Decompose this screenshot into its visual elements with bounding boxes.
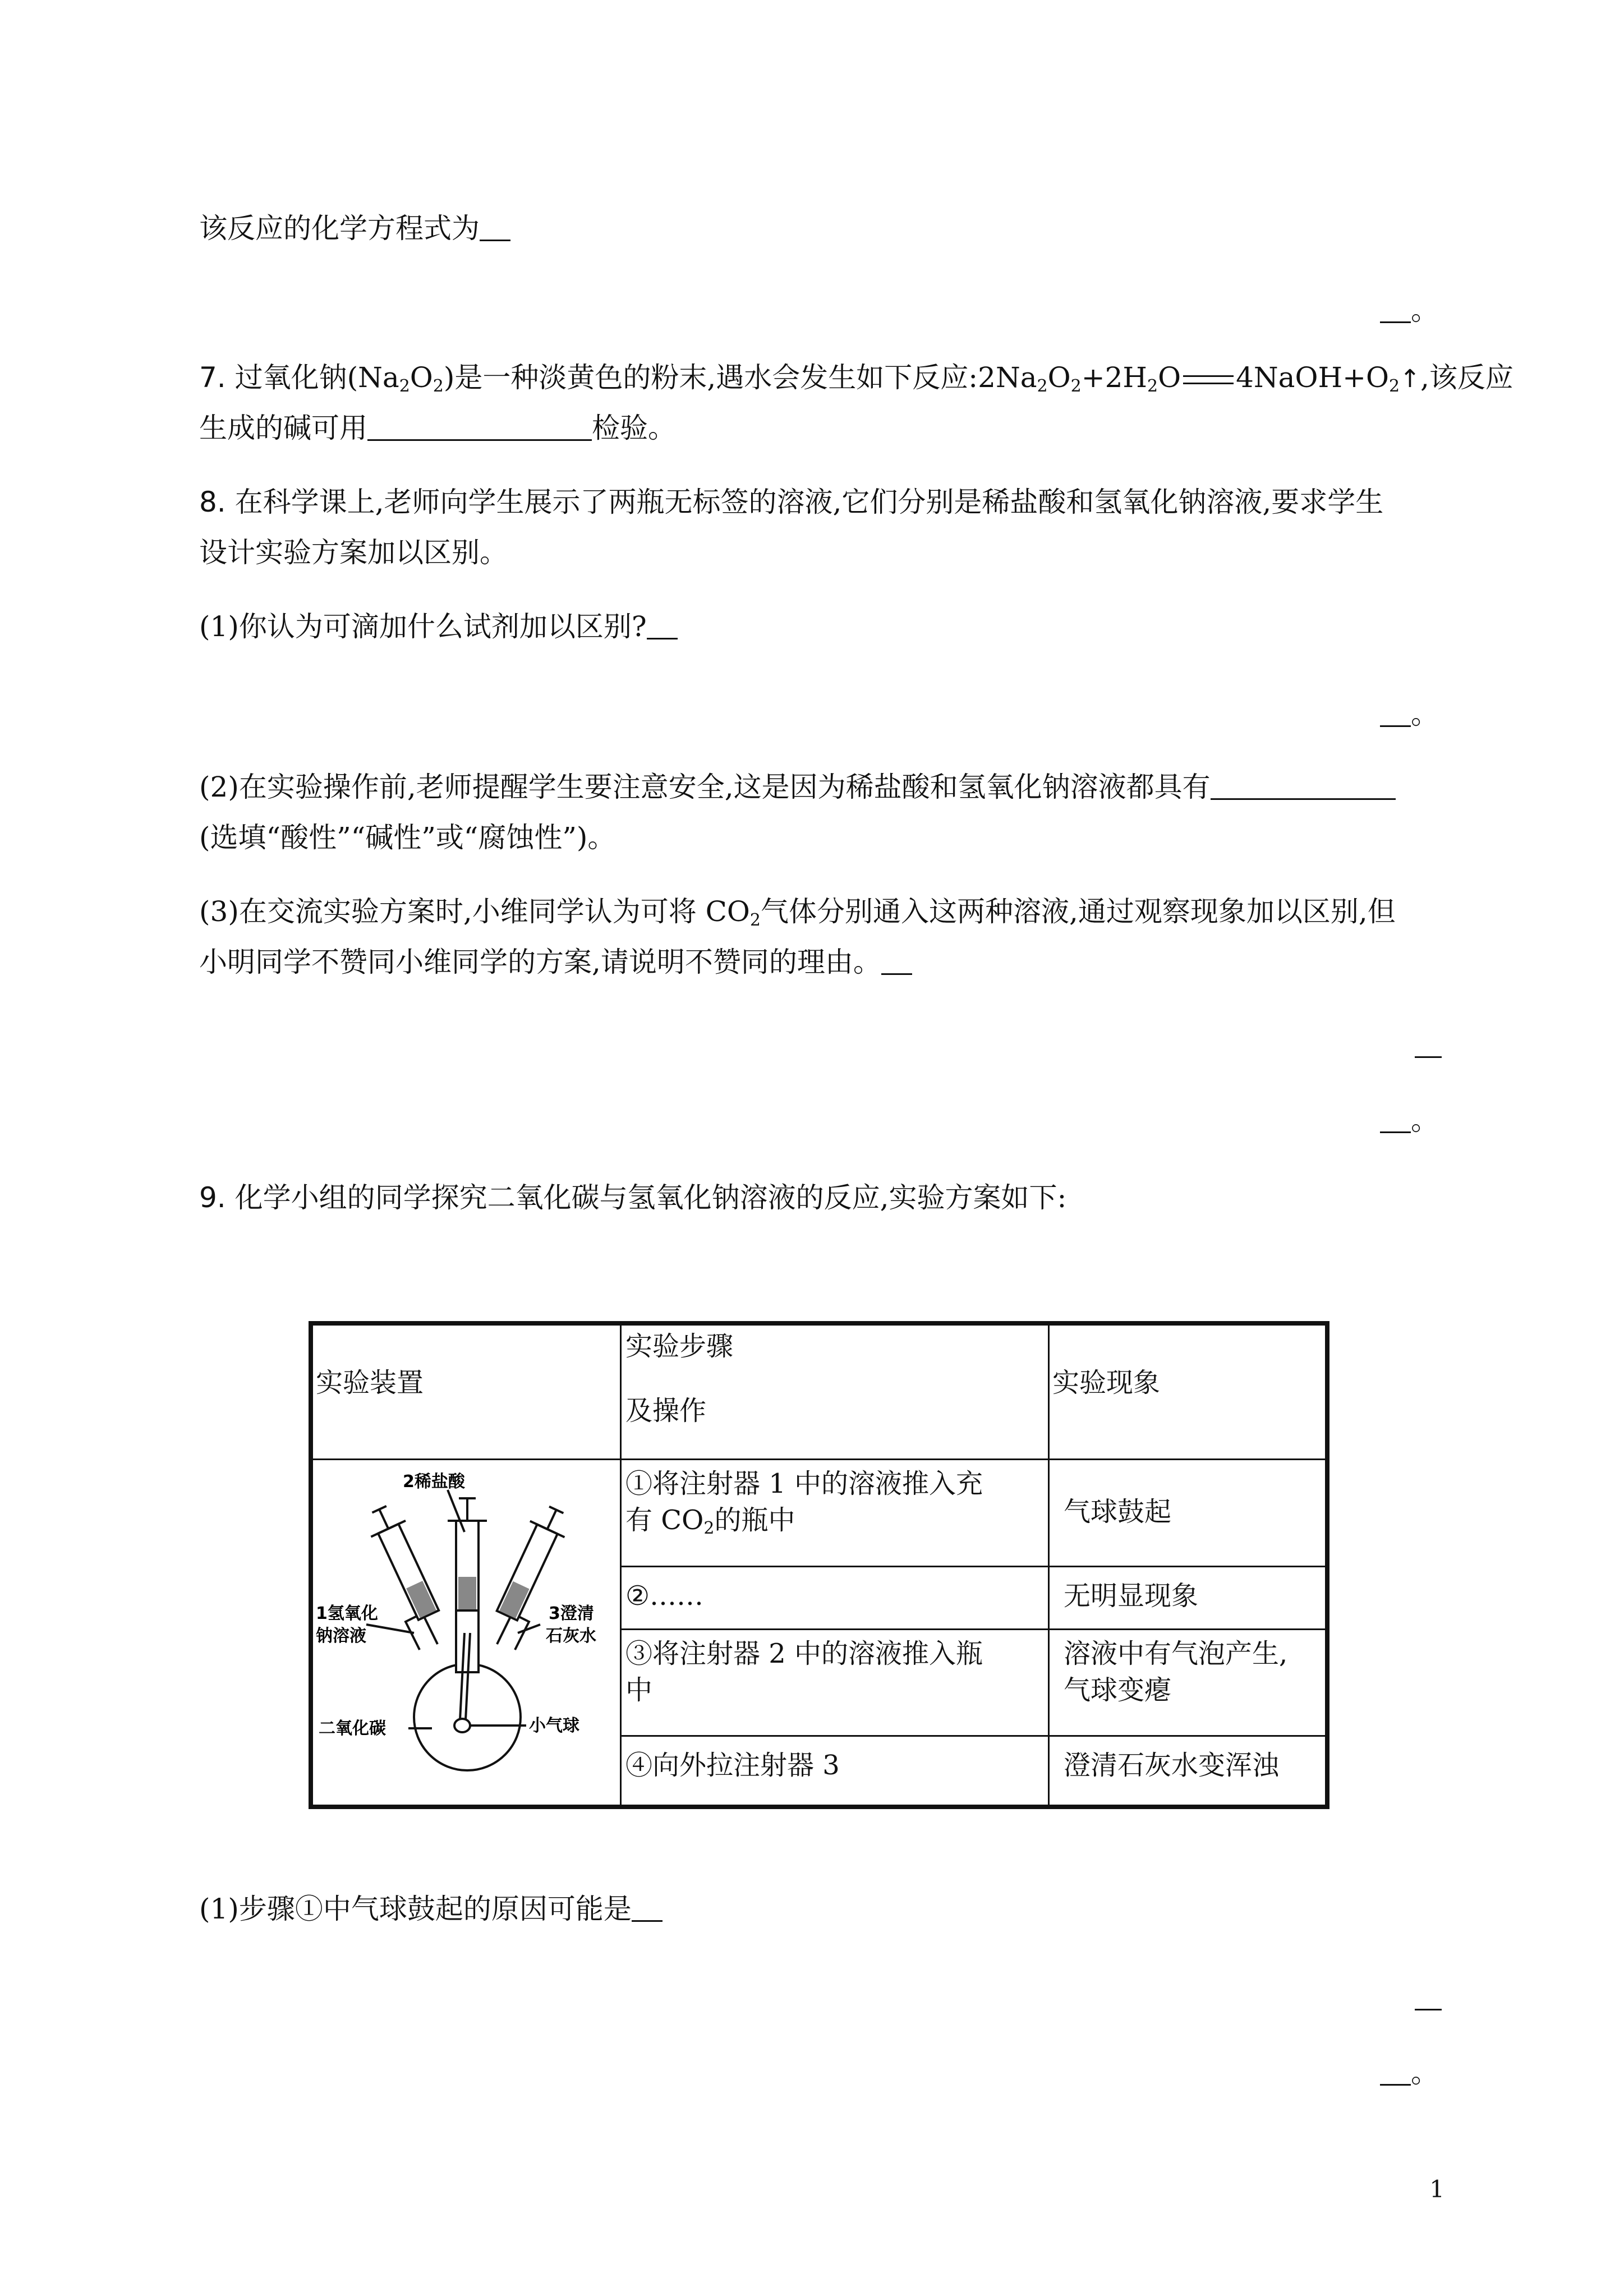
question-8-part-3-line-1: (3)在交流实验方案时,小维同学认为可将 $CO_2$气体分别通入这两种溶液,通过观察现象加以区别,但 <box>199 895 1396 930</box>
reaction-equals-sign <box>1183 375 1234 384</box>
header-observation: 实验现象 <box>1052 1367 1161 1398</box>
answer-blank[interactable] <box>1211 774 1396 800</box>
answer-line-continuation <box>1415 1984 1442 2012</box>
question-8-line-2: 设计实验方案加以区别。 <box>199 536 508 569</box>
label-hcl: 2稀盐酸 <box>403 1472 465 1492</box>
table-divider <box>620 1326 622 1805</box>
table-row-4-observation: 澄清石灰水变浑浊 <box>1064 1750 1280 1781</box>
question-8-part-3-line-2: 小明同学不赞同小维同学的方案,请说明不赞同的理由。 <box>199 948 912 976</box>
question-number: 7. <box>199 361 226 394</box>
page-number: 1 <box>1429 2175 1444 2203</box>
question-7-line-2: 生成的碱可用 检验。 <box>199 412 676 444</box>
answer-blank[interactable] <box>1415 1032 1442 1058</box>
answer-blank[interactable] <box>632 1895 663 1922</box>
answer-line-end: 。 <box>1380 296 1439 324</box>
table-row-2-step: ②…… <box>625 1580 704 1612</box>
question-8-part-2-line-1: (2)在实验操作前,老师提醒学生要注意安全,这是因为稀盐酸和氢氧化钠溶液都具有 <box>199 773 1396 801</box>
question-number: 8. <box>199 486 226 518</box>
label-co2: 二氧化碳 <box>319 1719 386 1738</box>
label-lime-1: 3澄清 <box>549 1604 594 1623</box>
label-lime-2: 石灰水 <box>546 1626 596 1646</box>
table-row-3-observation: 溶液中有气泡产生, 气球变瘪 <box>1064 1638 1288 1706</box>
question-9-part-1: (1)步骤①中气球鼓起的原因可能是 <box>199 1895 663 1923</box>
question-number: 9. <box>199 1181 226 1214</box>
equation-prompt: 该反应的化学方程式为 <box>199 214 510 242</box>
experiment-table <box>309 1321 1329 1809</box>
table-divider <box>620 1628 1325 1630</box>
table-divider <box>313 1458 1325 1460</box>
answer-blank[interactable] <box>647 613 678 639</box>
header-steps-2: 及操作 <box>625 1395 707 1427</box>
answer-blank[interactable] <box>480 215 510 241</box>
question-7-line-1: 7. 过氧化钠$(Na_2O_2)$是一种淡黄色的粉末,遇水会发生如下反应$:2Na_2O_2+2H_2O$ $4NaOH+O_2↑$,该反应 <box>199 361 1513 396</box>
table-row-1-observation: 气球鼓起 <box>1064 1496 1172 1527</box>
answer-blank[interactable] <box>1415 1984 1442 2010</box>
answer-line-end: 。 <box>1380 2059 1439 2087</box>
answer-blank[interactable] <box>881 949 912 975</box>
answer-blank[interactable] <box>1380 2059 1411 2086</box>
question-8-line-1: 8. 在科学课上,老师向学生展示了两瓶无标签的溶液,它们分别是稀盐酸和氢氧化钠溶液,要求学生 <box>199 486 1384 518</box>
answer-blank[interactable] <box>1380 297 1411 323</box>
label-balloon: 小气球 <box>529 1716 579 1736</box>
table-row-3-step: ③将注射器 2 中的溶液推入瓶 中 <box>625 1638 983 1706</box>
answer-line-continuation <box>1415 1031 1442 1059</box>
header-steps-1: 实验步骤 <box>625 1331 734 1362</box>
label-naoh-2: 钠溶液 <box>316 1626 366 1646</box>
table-row-4-step: ④向外拉注射器 3 <box>625 1750 840 1781</box>
question-8-part-1: (1)你认为可滴加什么试剂加以区别? <box>199 613 678 641</box>
question-9-intro: 9. 化学小组的同学探究二氧化碳与氢氧化钠溶液的反应,实验方案如下: <box>199 1181 1067 1214</box>
answer-line-end: 。 <box>1380 1106 1439 1134</box>
label-naoh-1: 1氢氧化 <box>316 1604 378 1623</box>
table-divider <box>620 1735 1325 1737</box>
apparatus-diagram <box>313 1465 616 1801</box>
header-apparatus: 实验装置 <box>316 1367 424 1398</box>
answer-blank[interactable] <box>1380 701 1411 727</box>
table-divider <box>1048 1326 1050 1805</box>
answer-blank[interactable] <box>367 415 592 441</box>
answer-line-end: 。 <box>1380 700 1439 728</box>
gas-arrow-icon: ↑ <box>1400 365 1420 393</box>
table-row-2-observation: 无明显现象 <box>1064 1580 1199 1612</box>
table-row-1-step: ①将注射器 1 中的溶液推入充 有 $CO_2$的瓶中 <box>625 1468 983 1538</box>
answer-blank[interactable] <box>1380 1107 1411 1133</box>
table-divider <box>620 1566 1325 1567</box>
question-8-part-2-line-2: (选填“酸性”“碱性”或“腐蚀性”)。 <box>199 821 616 854</box>
